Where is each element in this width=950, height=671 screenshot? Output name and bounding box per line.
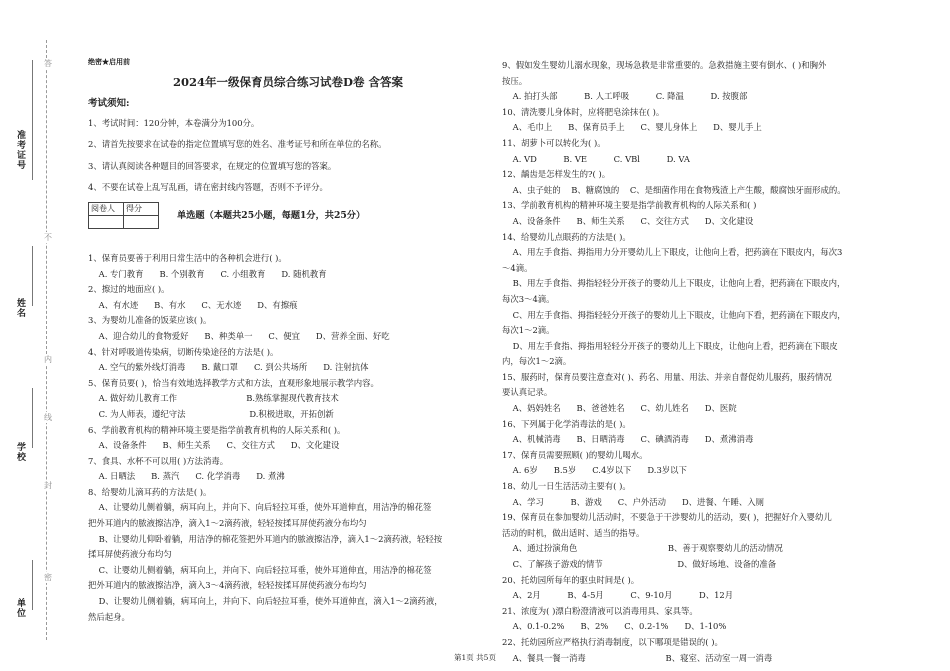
question-text: 19、保育员在参加婴幼儿活动时，不要急于干涉婴幼儿的活动，要( )，把握好介入婴幼儿	[502, 512, 832, 523]
grader-header: 阅卷人	[89, 202, 124, 215]
question-option: A. 专门教育 B. 个别教育 C. 小组教育 D. 随机教育	[88, 268, 327, 279]
question-text: 20、托幼园所每年的驱虫时间是( )。	[502, 574, 640, 585]
question-option: 把外耳道内的脓液擦洁净，滴入1～2滴药液，轻轻按揉耳屏使药液分布均匀	[88, 518, 367, 529]
exam-number-label: 准考证号	[15, 130, 25, 170]
seal-word: 封	[44, 481, 52, 490]
question-option: 然后起身。	[88, 611, 130, 622]
question-option: A、迎合幼儿的食物爱好 B、种类单一 C、便宜 D、营养全面、好吃	[88, 330, 390, 341]
question-option: D、让婴幼儿侧着躺，病耳向上，并向下、向后轻拉耳垂，使外耳道伸直，滴入1～2滴药液，	[88, 596, 443, 607]
score-header: 得分	[124, 202, 159, 215]
right-column	[502, 58, 910, 666]
seal-line	[46, 40, 47, 640]
question-option: A、2月 B、4-5月 C、9-10月 D、12月	[502, 590, 734, 601]
question-text: 8、给婴幼儿滴耳药的方法是( )。	[88, 486, 212, 497]
question-option: A、学习 B、游戏 C、户外活动 D、进餐、午睡、入厕	[502, 496, 765, 507]
question-option: C、让婴幼儿侧着躺，病耳向上，并向下、向后轻拉耳垂，使外耳道伸直，用洁净的棉花签	[88, 564, 432, 575]
question-option: A. 拍打头部 B. 人工呼吸 C. 降温 D. 按腹部	[502, 91, 748, 102]
question-option: C、了解孩子游戏的情节 D、做好场地、设备的准备	[502, 559, 777, 569]
notice-line: 2、请首先按要求在试卷的指定位置填写您的姓名、准考证号和所在单位的名称。	[88, 139, 387, 150]
question-text: 按压。	[502, 75, 528, 86]
question-text: 21、浓度为( )漂白粉澄清液可以消毒用具、家具等。	[502, 605, 698, 616]
question-option: A. 做好幼儿教育工作 B.熟练掌握现代教育技术	[88, 393, 339, 404]
question-option: B、让婴幼儿仰卧着躺，用洁净的棉花签把外耳道内的脓液擦洁净，滴入1～2滴药液，轻轻按	[88, 533, 443, 544]
question-option: 每次3～4滴。	[502, 293, 555, 304]
question-option: A. 空气的紫外线灯消毒 B. 戴口罩 C. 到公共场所 D. 注射抗体	[88, 362, 369, 373]
question-text: 1、保育员要善于利用日常生活中的各种机会进行( )。	[88, 252, 287, 263]
question-text: 4、针对呼吸道传染病，切断传染途径的方法是( )。	[88, 346, 279, 357]
question-option: A、有水迹 B、有水 C、无水迹 D、有擦痕	[88, 299, 298, 310]
question-option: A、设备条件 B、师生关系 C、交往方式 D、文化建设	[88, 440, 340, 451]
score-row	[88, 202, 488, 229]
unit-field[interactable]	[32, 560, 33, 610]
question-option: C. 为人师表，遵纪守法 D.积极进取，开拓创新	[88, 408, 334, 419]
exam-number-field[interactable]	[32, 60, 33, 180]
right-questions	[502, 58, 910, 666]
question-option: A、用左手食指、拇指用力分开婴幼儿上下眼皮，让他向上看，把药滴在下眼皮内，每次3	[502, 247, 843, 258]
question-option: A、通过扮演角色 B、善于观察婴幼儿的活动情况	[502, 543, 783, 554]
seal-word: 密	[44, 573, 52, 582]
question-option: 揉耳屏使药液分布均匀	[88, 549, 172, 560]
question-text: 要认真记录。	[502, 387, 553, 398]
seal-word: 不	[44, 233, 52, 242]
seal-word: 线	[44, 413, 52, 422]
question-option: A. VD B. VE C. VBl D. VA	[502, 153, 690, 164]
score-cell[interactable]	[124, 215, 159, 228]
question-option: A、餐具一餐一消毒 B、寝室、活动室一周一消毒	[502, 652, 773, 663]
question-option: D、用左手食指、拇指用轻轻分开孩子的婴幼儿上下眼皮，让他向上看，把药滴在下眼皮	[502, 340, 838, 351]
notice-line: 1、考试时间：120分钟，本卷满分为100分。	[88, 117, 260, 128]
section-title: 单选题（本题共25小题，每题1分，共25分）	[177, 209, 366, 221]
school-field[interactable]	[32, 388, 33, 448]
question-option: 内，每次1～2滴。	[502, 356, 572, 367]
question-text: 5、保育员要( )，恰当有效地选择教学方式和方法，直观形象地展示教学内容。	[88, 377, 379, 388]
question-text: 3、为婴幼儿准备的饭菜应该( )。	[88, 315, 212, 326]
name-label: 姓名	[15, 298, 25, 318]
question-text: 10、清洗婴儿身体时，应将肥皂涂抹在( )。	[502, 106, 665, 117]
question-text: 9、假如发生婴幼儿溺水现象，现场急救是非常重要的。急救措施主要有倒水、( )和胸外	[502, 60, 827, 70]
secret-mark: 绝密★启用前	[88, 57, 130, 66]
question-text: 6、学前教育机构的精神环境主要是指学前教育机构的人际关系和( )。	[88, 424, 346, 435]
question-text: 18、幼儿一日生活活动主要有( )。	[502, 481, 631, 492]
question-option: A. 6岁 B.5岁 C.4岁以下 D.3岁以下	[502, 465, 687, 476]
seal-word: 答	[44, 59, 52, 68]
question-text: 12、龋齿是怎样发生的?( )。	[502, 169, 611, 180]
question-text: 13、学前教育机构的精神环境主要是指学前教育机构的人际关系和( )	[502, 200, 757, 211]
question-option: 把外耳道内的脓液擦洁净，滴入3～4滴药液，轻轻按揉耳屏使药液分布均匀	[88, 580, 367, 591]
question-text: 15、服药时，保育员要注意查对( )、药名、用量、用法、并亲自督促幼儿服药，服药情况	[502, 371, 832, 382]
question-option: ～4滴。	[502, 262, 533, 273]
question-option: 每次1～2滴。	[502, 325, 555, 336]
question-option: A、毛巾上 B、保育员手上 C、婴儿身体上 D、婴儿手上	[502, 122, 762, 133]
notice-line: 3、请认真阅读各种题目的回答要求，在规定的位置填写您的答案。	[88, 160, 337, 171]
question-option: A、妈妈姓名 B、爸爸姓名 C、幼儿姓名 D、医院	[502, 403, 737, 414]
question-text: 2、擦过的地面应( )。	[88, 284, 170, 295]
left-column	[88, 54, 488, 625]
question-option: C、用左手食指、拇指轻轻分开孩子的婴幼儿上下眼皮，让他向下看，把药滴在下眼皮内，	[502, 309, 846, 320]
unit-label: 单位	[15, 598, 25, 618]
question-option: A、设备条件 B、师生关系 C、交往方式 D、文化建设	[502, 215, 754, 226]
question-text: 11、胡萝卜可以转化为( )。	[502, 137, 606, 148]
question-option: B、用左手食指、拇指轻轻分开孩子的婴幼儿上下眼皮，让他向上看，把药滴在下眼皮内，	[502, 278, 846, 289]
question-text: 17、保育员需要照顾( )的婴幼儿喝水。	[502, 449, 648, 460]
question-option: A、0.1-0.2% B、2% C、0.2-1% D、1-10%	[502, 621, 727, 632]
question-option: A、让婴幼儿侧着躺，病耳向上，并向下、向后轻拉耳垂，使外耳道伸直，用洁净的棉花签	[88, 502, 432, 513]
page-title: 2024年一级保育员综合练习试卷D卷 含答案	[173, 75, 403, 89]
left-questions	[88, 251, 488, 625]
notice-line: 4、不要在试卷上乱写乱画，请在密封线内答题，否则不予评分。	[88, 182, 328, 193]
school-label: 学校	[15, 442, 25, 462]
question-text: 活动的时机，做出适时、适当的指导。	[502, 527, 645, 538]
question-text: 14、给婴幼儿点眼药的方法是( )。	[502, 231, 631, 242]
question-option: A、虫子蛀的 B、糖腐蚀的 C、是细菌作用在食物残渣上产生酸，酸腐蚀牙面形成的。	[502, 184, 846, 195]
question-text: 7、食具、水杯不可以用( )方法消毒。	[88, 455, 229, 466]
grader-cell[interactable]	[89, 215, 124, 228]
question-text: 22、托幼园所应严格执行消毒制度，以下哪项是错误的( )。	[502, 636, 723, 647]
seal-word: 内	[44, 355, 52, 364]
page-footer: 第1页 共5页	[454, 653, 496, 662]
score-table	[88, 202, 159, 229]
question-option: A、机械消毒 B、日晒消毒 C、碘酒消毒 D、煮沸消毒	[502, 434, 754, 445]
notice-heading: 考试须知:	[88, 98, 130, 109]
name-field[interactable]	[32, 246, 33, 306]
question-option: A. 日晒法 B. 蒸汽 C. 化学消毒 D. 煮沸	[88, 471, 285, 482]
question-text: 16、下列属于化学消毒法的是( )。	[502, 418, 631, 429]
binding-margin	[0, 0, 72, 671]
